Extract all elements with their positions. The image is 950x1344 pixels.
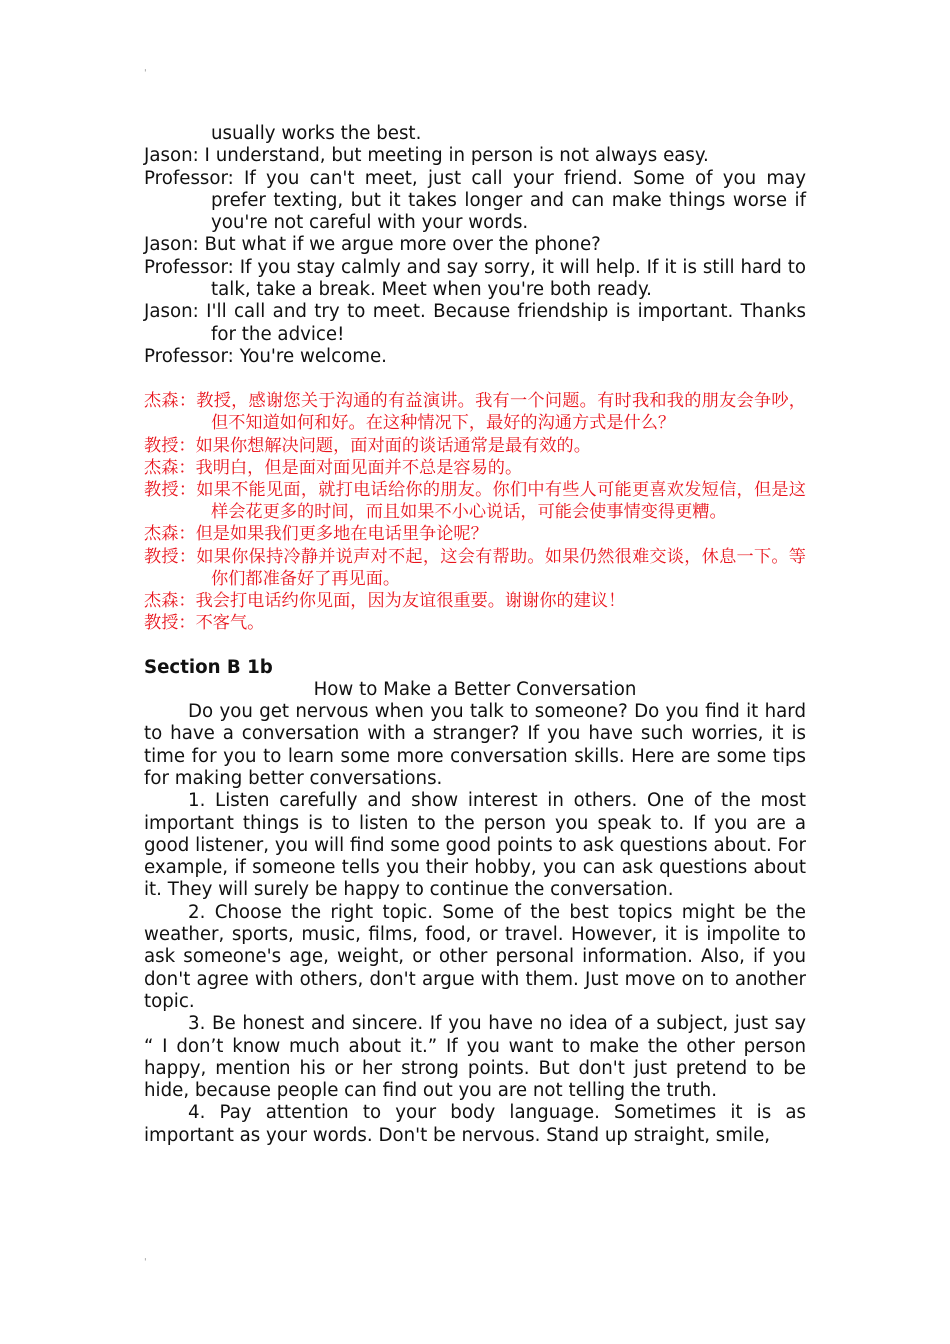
translation-line: 杰森：我会打电话约你见面，因为友谊很重要。谢谢你的建议！ — [144, 591, 626, 612]
spacer — [144, 635, 806, 657]
spacer — [144, 368, 806, 390]
dialogue-line: Professor: If you can't meet, just call your friend. Some of you may prefer texting, but it takes longer and can make things worse if you're not careful with your words. — [144, 167, 806, 234]
article-paragraph: 3. Be honest and sincere. If you have no idea of a subject, just say “ I don’t know much about it.” If you want to make the other person happy, mention his or her strong points. But don't just pretend to be hide, because people can find out you are not telling the truth. — [144, 1013, 806, 1102]
article-title: How to Make a Better Conversation — [313, 678, 637, 700]
dialogue-line: usually works the best. — [211, 123, 422, 144]
translation-line: 教授：如果你想解决问题，面对面的谈话通常是最有效的。 — [144, 435, 591, 456]
dialogue-line: Professor: You're welcome. — [144, 345, 387, 367]
corner-mark-bottom: ˌ — [144, 1252, 147, 1262]
dialogue-line: Jason: I understand, but meeting in person is not always easy. — [144, 145, 709, 167]
article-paragraph: 1. Listen carefully and show interest in others. One of the most important things is to listen to the person you speak to. If you are a good listener, you will find some good points to ask questions about. For example, if someone tells you their hobby, you can ask questions about it. They will surely be happy to continue the conversation. — [144, 790, 806, 901]
translation-line: 教授：如果你保持冷静并说声对不起，这会有帮助。如果仍然很难交谈，休息一下。等你们都准备好了再见面。 — [144, 546, 806, 589]
article-paragraph: Do you get nervous when you talk to someone? Do you find it hard to have a conversation with a stranger? If you have such worries, it is time for you to learn some more conversation skills. Here are some tips for making better conversations. — [144, 701, 806, 789]
dialogue-line: Professor: If you stay calmly and say sorry, it will help. If it is still hard to talk, take a break. Meet when you're both ready. — [144, 256, 806, 301]
translation-line: 杰森：教授，感谢您关于沟通的有益演讲。我有一个问题。有时我和我的朋友会争吵，但不知道如何和好。在这种情况下，最好的沟通方式是什么？ — [144, 391, 806, 434]
section-heading: Section B 1b — [144, 656, 273, 678]
translation-line: 教授：如果不能见面，就打电话给你的朋友。你们中有些人可能更喜欢发短信，但是这样会花更多的时间，而且如果不小心说话，可能会使事情变得更糟。 — [144, 480, 806, 523]
dialogue-line: Jason: I'll call and try to meet. Because friendship is important. Thanks for the advice! — [144, 301, 806, 345]
translation-line: 杰森：我明白，但是面对面见面并不总是容易的。 — [144, 457, 523, 478]
translation-line: 杰森：但是如果我们更多地在电话里争论呢？ — [144, 524, 488, 545]
translation-line: 教授：不客气。 — [144, 613, 265, 634]
dialogue-line: Jason: But what if we argue more over the phone? — [144, 234, 601, 256]
article-paragraph: 4. Pay attention to your body language. Sometimes it is as important as your words. Don't be nervous. Stand up straight, smile, — [144, 1102, 806, 1146]
document-page — [144, 123, 806, 1147]
article-paragraph: 2. Choose the right topic. Some of the best topics might be the weather, sports, music, films, food, or travel. However, it is impolite to ask someone's age, weight, or other personal information. Also, if you don't agree with others, don't argue with them. Just move on to another topic. — [144, 901, 806, 1012]
corner-mark-top: ˌ — [144, 63, 147, 73]
